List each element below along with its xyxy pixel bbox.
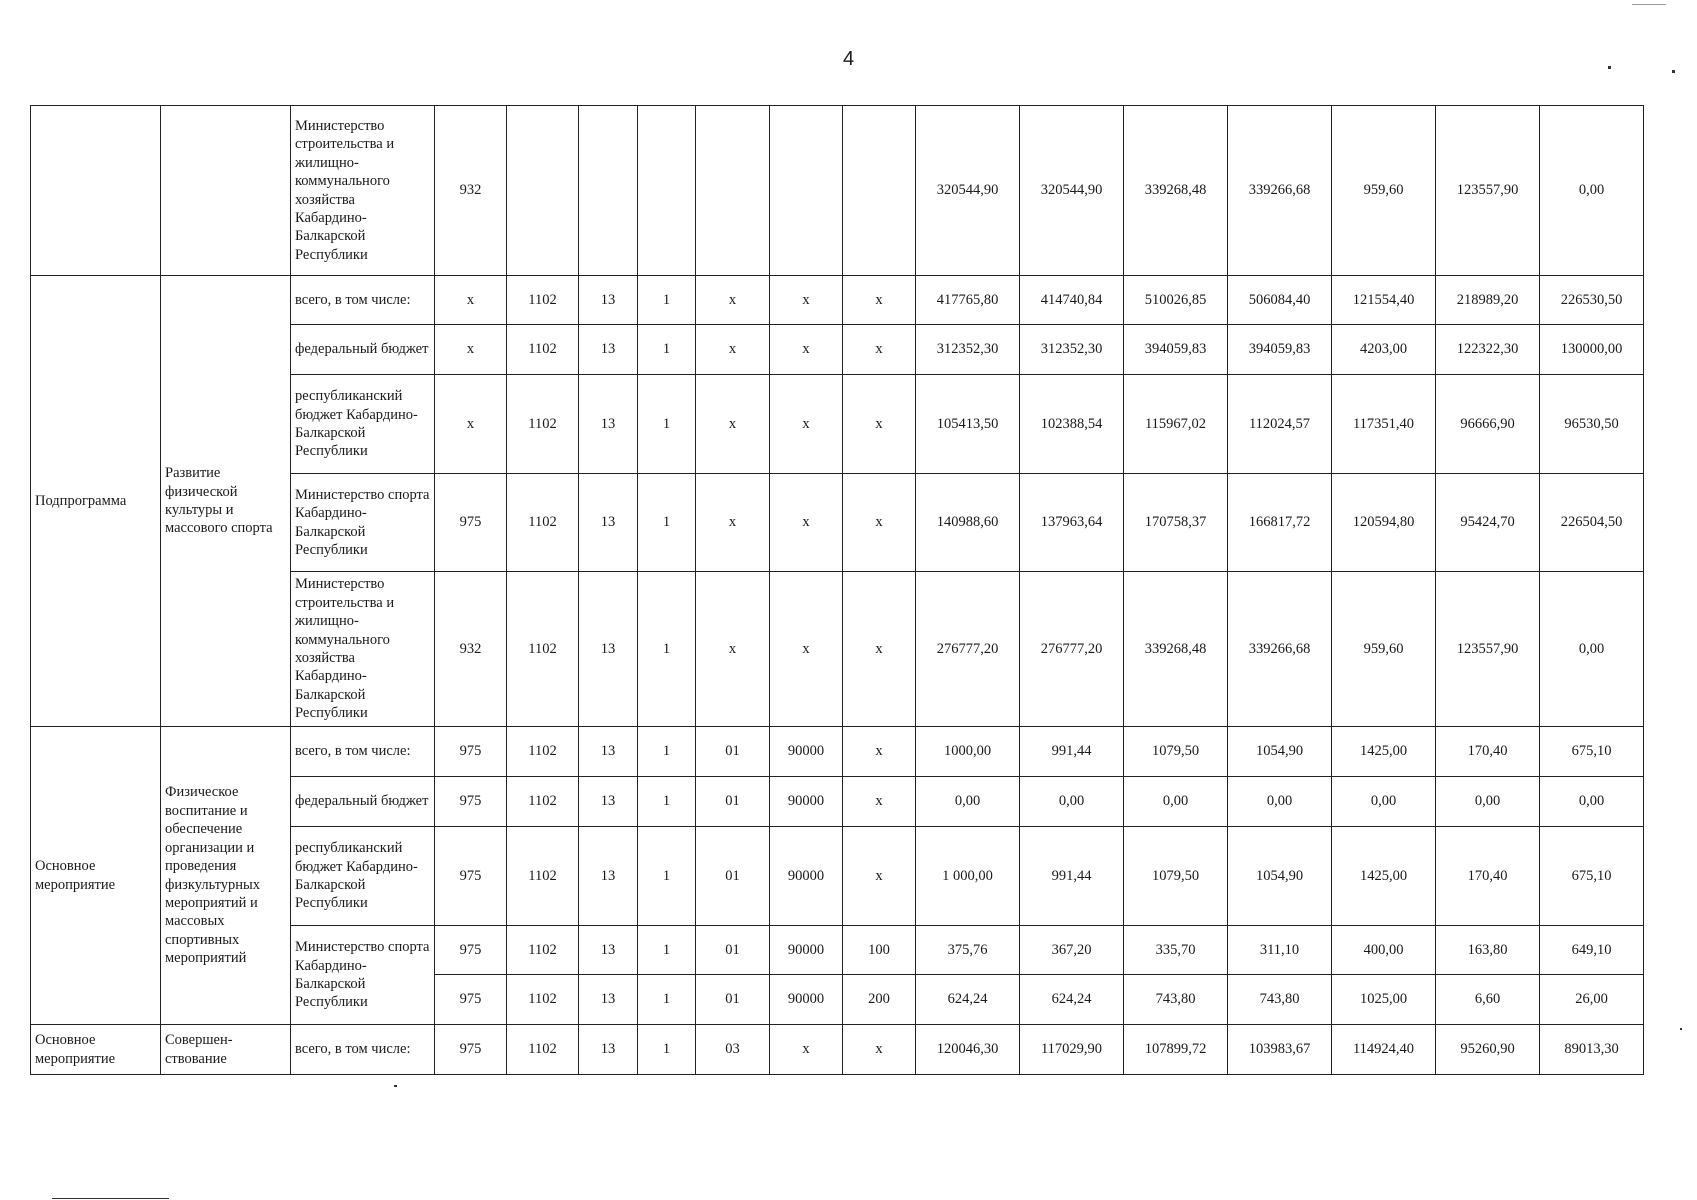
om-cell: х <box>696 375 770 474</box>
value-cell: 1425,00 <box>1332 727 1436 777</box>
value-cell: 414740,84 <box>1020 276 1124 325</box>
value-cell: 959,60 <box>1332 106 1436 276</box>
rzpr-cell: 1102 <box>507 474 579 572</box>
gp-cell: 13 <box>579 777 638 827</box>
executor-cell: всего, в том числе: <box>291 276 435 325</box>
napr-cell: х <box>770 375 843 474</box>
value-cell: 394059,83 <box>1228 325 1332 375</box>
vr-cell: х <box>843 777 916 827</box>
value-cell: 96530,50 <box>1540 375 1644 474</box>
value-cell: 320544,90 <box>916 106 1020 276</box>
value-cell: 95260,90 <box>1436 1025 1540 1075</box>
om-cell: х <box>696 572 770 727</box>
napr-cell: 90000 <box>770 727 843 777</box>
value-cell: 121554,40 <box>1332 276 1436 325</box>
napr-cell: 90000 <box>770 926 843 975</box>
napr-cell: х <box>770 474 843 572</box>
value-cell: 0,00 <box>916 777 1020 827</box>
pgp-cell: 1 <box>638 325 696 375</box>
value-cell: 122322,30 <box>1436 325 1540 375</box>
napr-cell: х <box>770 325 843 375</box>
status-cell: Основное мероприятие <box>31 727 161 1025</box>
value-cell: 26,00 <box>1540 975 1644 1025</box>
budget-table <box>30 105 1644 1075</box>
value-cell: 120594,80 <box>1332 474 1436 572</box>
scan-speck <box>1672 70 1675 73</box>
value-cell: 170,40 <box>1436 827 1540 926</box>
gp-cell: 13 <box>579 325 638 375</box>
value-cell: 1054,90 <box>1228 727 1332 777</box>
value-cell: 4203,00 <box>1332 325 1436 375</box>
rzpr-cell: 1102 <box>507 727 579 777</box>
value-cell: 375,76 <box>916 926 1020 975</box>
napr-cell <box>770 106 843 276</box>
value-cell: 115967,02 <box>1124 375 1228 474</box>
value-cell: 1000,00 <box>916 727 1020 777</box>
gp-cell: 13 <box>579 827 638 926</box>
grbs-cell: х <box>435 325 507 375</box>
executor-cell: всего, в том числе: <box>291 727 435 777</box>
napr-cell: х <box>770 1025 843 1075</box>
grbs-cell: 975 <box>435 474 507 572</box>
vr-cell: х <box>843 474 916 572</box>
value-cell: 400,00 <box>1332 926 1436 975</box>
executor-cell: всего, в том числе: <box>291 1025 435 1075</box>
rzpr-cell: 1102 <box>507 1025 579 1075</box>
executor-cell: Министерство спорта Кабардино-Балкарской Республики <box>291 474 435 572</box>
napr-cell: х <box>770 572 843 727</box>
value-cell: 166817,72 <box>1228 474 1332 572</box>
value-cell: 675,10 <box>1540 827 1644 926</box>
gp-cell: 13 <box>579 572 638 727</box>
value-cell: 130000,00 <box>1540 325 1644 375</box>
value-cell: 117351,40 <box>1332 375 1436 474</box>
executor-cell: Министерство строительства и жилищно-коммунального хозяйства Кабардино-Балкарской Республики <box>291 106 435 276</box>
pgp-cell: 1 <box>638 975 696 1025</box>
value-cell: 123557,90 <box>1436 572 1540 727</box>
value-cell: 367,20 <box>1020 926 1124 975</box>
rzpr-cell: 1102 <box>507 827 579 926</box>
value-cell: 624,24 <box>916 975 1020 1025</box>
napr-cell: 90000 <box>770 827 843 926</box>
value-cell: 0,00 <box>1124 777 1228 827</box>
pgp-cell: 1 <box>638 375 696 474</box>
value-cell: 394059,83 <box>1124 325 1228 375</box>
om-cell: 01 <box>696 827 770 926</box>
table-row <box>31 1025 1644 1075</box>
value-cell: 96666,90 <box>1436 375 1540 474</box>
value-cell: 0,00 <box>1436 777 1540 827</box>
rzpr-cell <box>507 106 579 276</box>
vr-cell: х <box>843 827 916 926</box>
value-cell: 103983,67 <box>1228 1025 1332 1075</box>
value-cell: 320544,90 <box>1020 106 1124 276</box>
vr-cell: 100 <box>843 926 916 975</box>
pgp-cell: 1 <box>638 727 696 777</box>
rzpr-cell: 1102 <box>507 926 579 975</box>
rzpr-cell: 1102 <box>507 325 579 375</box>
rzpr-cell: 1102 <box>507 276 579 325</box>
value-cell: 1 000,00 <box>916 827 1020 926</box>
vr-cell: х <box>843 325 916 375</box>
value-cell: 276777,20 <box>916 572 1020 727</box>
value-cell: 120046,30 <box>916 1025 1020 1075</box>
grbs-cell: 975 <box>435 777 507 827</box>
value-cell: 675,10 <box>1540 727 1644 777</box>
rzpr-cell: 1102 <box>507 975 579 1025</box>
value-cell: 339268,48 <box>1124 106 1228 276</box>
grbs-cell: х <box>435 276 507 325</box>
table-row <box>31 276 1644 325</box>
value-cell: 89013,30 <box>1540 1025 1644 1075</box>
value-cell: 170758,37 <box>1124 474 1228 572</box>
gp-cell: 13 <box>579 276 638 325</box>
program-name-cell <box>161 106 291 276</box>
status-cell <box>31 106 161 276</box>
scan-speck <box>394 1085 397 1087</box>
om-cell: 01 <box>696 975 770 1025</box>
value-cell: 1054,90 <box>1228 827 1332 926</box>
scan-speck <box>1632 4 1666 5</box>
napr-cell: 90000 <box>770 975 843 1025</box>
om-cell: 01 <box>696 926 770 975</box>
value-cell: 0,00 <box>1020 777 1124 827</box>
value-cell: 123557,90 <box>1436 106 1540 276</box>
executor-cell: Министерство строительства и жилищно-коммунального хозяйства Кабардино-Балкарской Республики <box>291 572 435 727</box>
value-cell: 991,44 <box>1020 727 1124 777</box>
value-cell: 506084,40 <box>1228 276 1332 325</box>
gp-cell: 13 <box>579 474 638 572</box>
grbs-cell: 975 <box>435 975 507 1025</box>
value-cell: 311,10 <box>1228 926 1332 975</box>
executor-cell: республиканский бюджет Кабардино-Балкарской Республики <box>291 375 435 474</box>
value-cell: 6,60 <box>1436 975 1540 1025</box>
value-cell: 335,70 <box>1124 926 1228 975</box>
footnote-divider <box>52 1198 169 1199</box>
pgp-cell <box>638 106 696 276</box>
value-cell: 417765,80 <box>916 276 1020 325</box>
grbs-cell: 932 <box>435 106 507 276</box>
value-cell: 105413,50 <box>916 375 1020 474</box>
value-cell: 991,44 <box>1020 827 1124 926</box>
vr-cell: х <box>843 1025 916 1075</box>
value-cell: 510026,85 <box>1124 276 1228 325</box>
pgp-cell: 1 <box>638 572 696 727</box>
value-cell: 107899,72 <box>1124 1025 1228 1075</box>
value-cell: 339266,68 <box>1228 106 1332 276</box>
pgp-cell: 1 <box>638 827 696 926</box>
value-cell: 743,80 <box>1124 975 1228 1025</box>
value-cell: 1025,00 <box>1332 975 1436 1025</box>
executor-cell: федеральный бюджет <box>291 325 435 375</box>
gp-cell <box>579 106 638 276</box>
value-cell: 102388,54 <box>1020 375 1124 474</box>
value-cell: 1079,50 <box>1124 827 1228 926</box>
pgp-cell: 1 <box>638 474 696 572</box>
value-cell: 140988,60 <box>916 474 1020 572</box>
grbs-cell: 932 <box>435 572 507 727</box>
value-cell: 0,00 <box>1332 777 1436 827</box>
gp-cell: 13 <box>579 975 638 1025</box>
pgp-cell: 1 <box>638 777 696 827</box>
om-cell: 03 <box>696 1025 770 1075</box>
napr-cell: 90000 <box>770 777 843 827</box>
value-cell: 117029,90 <box>1020 1025 1124 1075</box>
value-cell: 0,00 <box>1540 777 1644 827</box>
om-cell: х <box>696 474 770 572</box>
value-cell: 114924,40 <box>1332 1025 1436 1075</box>
pgp-cell: 1 <box>638 276 696 325</box>
value-cell: 226530,50 <box>1540 276 1644 325</box>
value-cell: 163,80 <box>1436 926 1540 975</box>
value-cell: 218989,20 <box>1436 276 1540 325</box>
pgp-cell: 1 <box>638 926 696 975</box>
vr-cell: 200 <box>843 975 916 1025</box>
gp-cell: 13 <box>579 926 638 975</box>
grbs-cell: 975 <box>435 827 507 926</box>
vr-cell <box>843 106 916 276</box>
executor-cell: федеральный бюджет <box>291 777 435 827</box>
executor-cell: республиканский бюджет Кабардино-Балкарской Республики <box>291 827 435 926</box>
napr-cell: х <box>770 276 843 325</box>
value-cell: 1079,50 <box>1124 727 1228 777</box>
value-cell: 339266,68 <box>1228 572 1332 727</box>
vr-cell: х <box>843 375 916 474</box>
program-name-cell: Физическое воспитание и обеспечение организации и проведения физкультурных мероприятий и массовых спортивных мероприятий <box>161 727 291 1025</box>
value-cell: 137963,64 <box>1020 474 1124 572</box>
status-cell: Основное мероприятие <box>31 1025 161 1075</box>
status-cell: Подпрограмма <box>31 276 161 727</box>
program-name-cell: Совершен-ствование <box>161 1025 291 1075</box>
value-cell: 95424,70 <box>1436 474 1540 572</box>
vr-cell: х <box>843 727 916 777</box>
scan-speck <box>1680 1028 1682 1030</box>
rzpr-cell: 1102 <box>507 375 579 474</box>
vr-cell: х <box>843 572 916 727</box>
value-cell: 743,80 <box>1228 975 1332 1025</box>
rzpr-cell: 1102 <box>507 572 579 727</box>
page-number: 4 <box>842 48 855 70</box>
value-cell: 0,00 <box>1228 777 1332 827</box>
table-row <box>31 727 1644 777</box>
value-cell: 339268,48 <box>1124 572 1228 727</box>
gp-cell: 13 <box>579 1025 638 1075</box>
value-cell: 0,00 <box>1540 106 1644 276</box>
om-cell: х <box>696 276 770 325</box>
gp-cell: 13 <box>579 375 638 474</box>
scan-speck <box>1608 66 1611 69</box>
value-cell: 226504,50 <box>1540 474 1644 572</box>
om-cell: 01 <box>696 777 770 827</box>
value-cell: 312352,30 <box>916 325 1020 375</box>
om-cell: 01 <box>696 727 770 777</box>
grbs-cell: 975 <box>435 1025 507 1075</box>
value-cell: 649,10 <box>1540 926 1644 975</box>
value-cell: 959,60 <box>1332 572 1436 727</box>
pgp-cell: 1 <box>638 1025 696 1075</box>
program-name-cell: Развитие физической культуры и массового спорта <box>161 276 291 727</box>
value-cell: 0,00 <box>1540 572 1644 727</box>
grbs-cell: 975 <box>435 926 507 975</box>
vr-cell: х <box>843 276 916 325</box>
value-cell: 624,24 <box>1020 975 1124 1025</box>
value-cell: 312352,30 <box>1020 325 1124 375</box>
table-row <box>31 106 1644 276</box>
executor-cell: Министерство спорта Кабардино-Балкарской Республики <box>291 926 435 1025</box>
gp-cell: 13 <box>579 727 638 777</box>
grbs-cell: х <box>435 375 507 474</box>
value-cell: 1425,00 <box>1332 827 1436 926</box>
value-cell: 170,40 <box>1436 727 1540 777</box>
value-cell: 276777,20 <box>1020 572 1124 727</box>
om-cell: х <box>696 325 770 375</box>
grbs-cell: 975 <box>435 727 507 777</box>
value-cell: 112024,57 <box>1228 375 1332 474</box>
rzpr-cell: 1102 <box>507 777 579 827</box>
om-cell <box>696 106 770 276</box>
